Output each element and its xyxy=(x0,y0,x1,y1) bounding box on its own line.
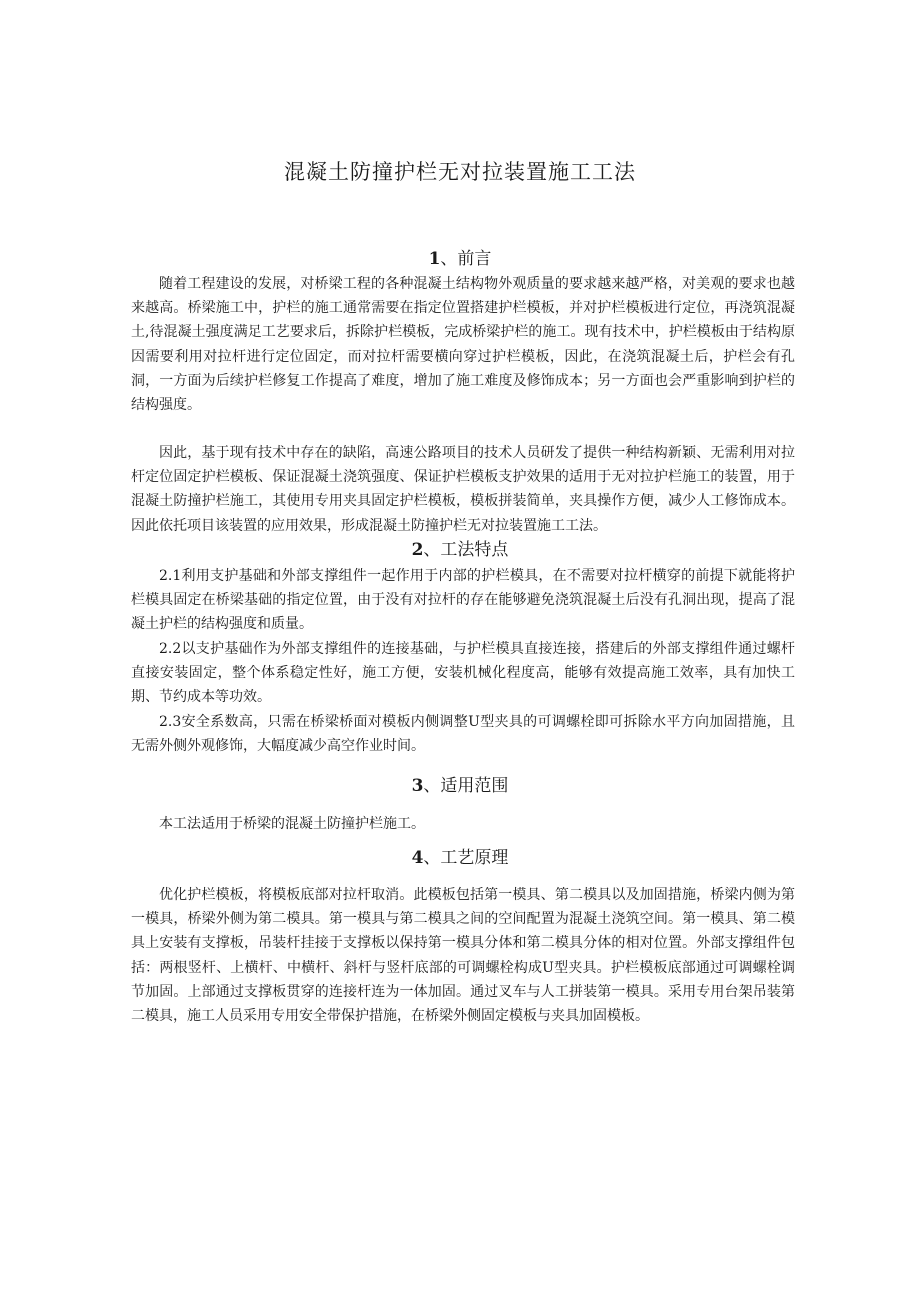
section-2-separator: 、 xyxy=(423,540,441,560)
section-3-heading xyxy=(0,773,920,799)
section-3-paragraph-1: 本工法适用于桥梁的混凝土防撞护栏施工。 xyxy=(159,816,425,832)
section-2-number: 2 xyxy=(411,540,424,560)
section-4-heading xyxy=(0,845,920,871)
section-1-separator: 、 xyxy=(440,249,458,269)
section-4-separator: 、 xyxy=(423,848,441,868)
section-2-paragraph-2: 2.2以支护基础作为外部支撑组件的连接基础，与护栏模具直接连接，搭建后的外部支撑组件通过螺杆直接安装固定，整个体系稳定性好，施工方便，安装机械化程度高，能够有效提高施工效率，具有加快工期、节约成本等功效。 xyxy=(131,641,795,706)
section-1-number: 1 xyxy=(428,249,441,269)
section-3-separator: 、 xyxy=(423,776,441,796)
section-3-number: 3 xyxy=(411,776,424,796)
section-2-title: 工法特点 xyxy=(440,540,509,560)
section-2-paragraph-1: 2.1利用支护基础和外部支撑组件一起作用于内部的护栏模具，在不需要对拉杆横穿的前提下就能将护栏模具固定在桥梁基础的指定位置，由于没有对拉杆的存在能够避免浇筑混凝土后没有孔洞出现，提高了混凝土护栏的结构强度和质量。 xyxy=(131,568,795,633)
section-3-title: 适用范围 xyxy=(440,776,509,796)
section-2-paragraph-3: 2.3安全系数高，只需在桥梁桥面对模板内侧调整U型夹具的可调螺栓即可拆除水平方向加固措施，且无需外侧外观修饰，大幅度减少高空作业时间。 xyxy=(131,714,795,755)
section-1-paragraph-2: 因此，基于现有技术中存在的缺陷，高速公路项目的技术人员研发了提供一种结构新颖、无需利用对拉杆定位固定护栏模板、保证混凝土浇筑强度、保证护栏模板支护效果的适用于无对拉护栏施工的装置，用于混凝土防撞护栏施工，其使用专用夹具固定护栏模板，模板拼装简单，夹具操作方便，减少人工修饰成本。因此依托项目该装置的应用效果，形成混凝土防撞护栏无对拉装置施工工法。 xyxy=(131,445,795,534)
section-4-paragraph-1: 优化护栏模板，将模板底部对拉杆取消。此模板包括第一模具、第二模具以及加固措施，桥梁内侧为第一模具，桥梁外侧为第二模具。第一模具与第二模具之间的空间配置为混凝土浇筑空间。第一模具、第二模具上安装有支撑板，吊装杆挂接于支撑板以保持第一模具分体和第二模具分体的相对位置。外部支撑组件包括：两根竖杆、上横杆、中横杆、斜杆与竖杆底部的可调螺栓构成U型夹具。护栏模板底部通过可调螺栓调节加固。上部通过支撑板贯穿的连接杆连为一体加固。通过叉车与人工拼装第一模具。采用专用台架吊装第二模具，施工人员采用专用安全带保护措施，在桥梁外侧固定模板与夹具加固模板。 xyxy=(131,887,795,1025)
section-4-number: 4 xyxy=(411,848,424,868)
section-4-title: 工艺原理 xyxy=(440,848,509,868)
section-2-heading xyxy=(0,537,920,563)
document-title: 混凝土防撞护栏无对拉装置施工工法 xyxy=(284,160,636,184)
section-1-title: 前言 xyxy=(457,249,492,269)
section-1-heading xyxy=(0,246,920,272)
section-1-paragraph-1: 随着工程建设的发展，对桥梁工程的各种混凝土结构物外观质量的要求越来越严格，对美观的要求也越来越高。桥梁施工中，护栏的施工通常需要在指定位置搭建护栏模板，并对护栏模板进行定位，再浇筑混凝土,待混凝土强度满足工艺要求后，拆除护栏模板，完成桥梁护栏的施工。现有技术中，护栏模板由于结构原因需要利用对拉杆进行定位固定，而对拉杆需要横向穿过护栏模板，因此，在浇筑混凝土后，护栏会有孔洞，一方面为后续护栏修复工作提高了难度，增加了施工难度及修饰成本；另一方面也会严重影响到护栏的结构强度。 xyxy=(131,276,795,414)
